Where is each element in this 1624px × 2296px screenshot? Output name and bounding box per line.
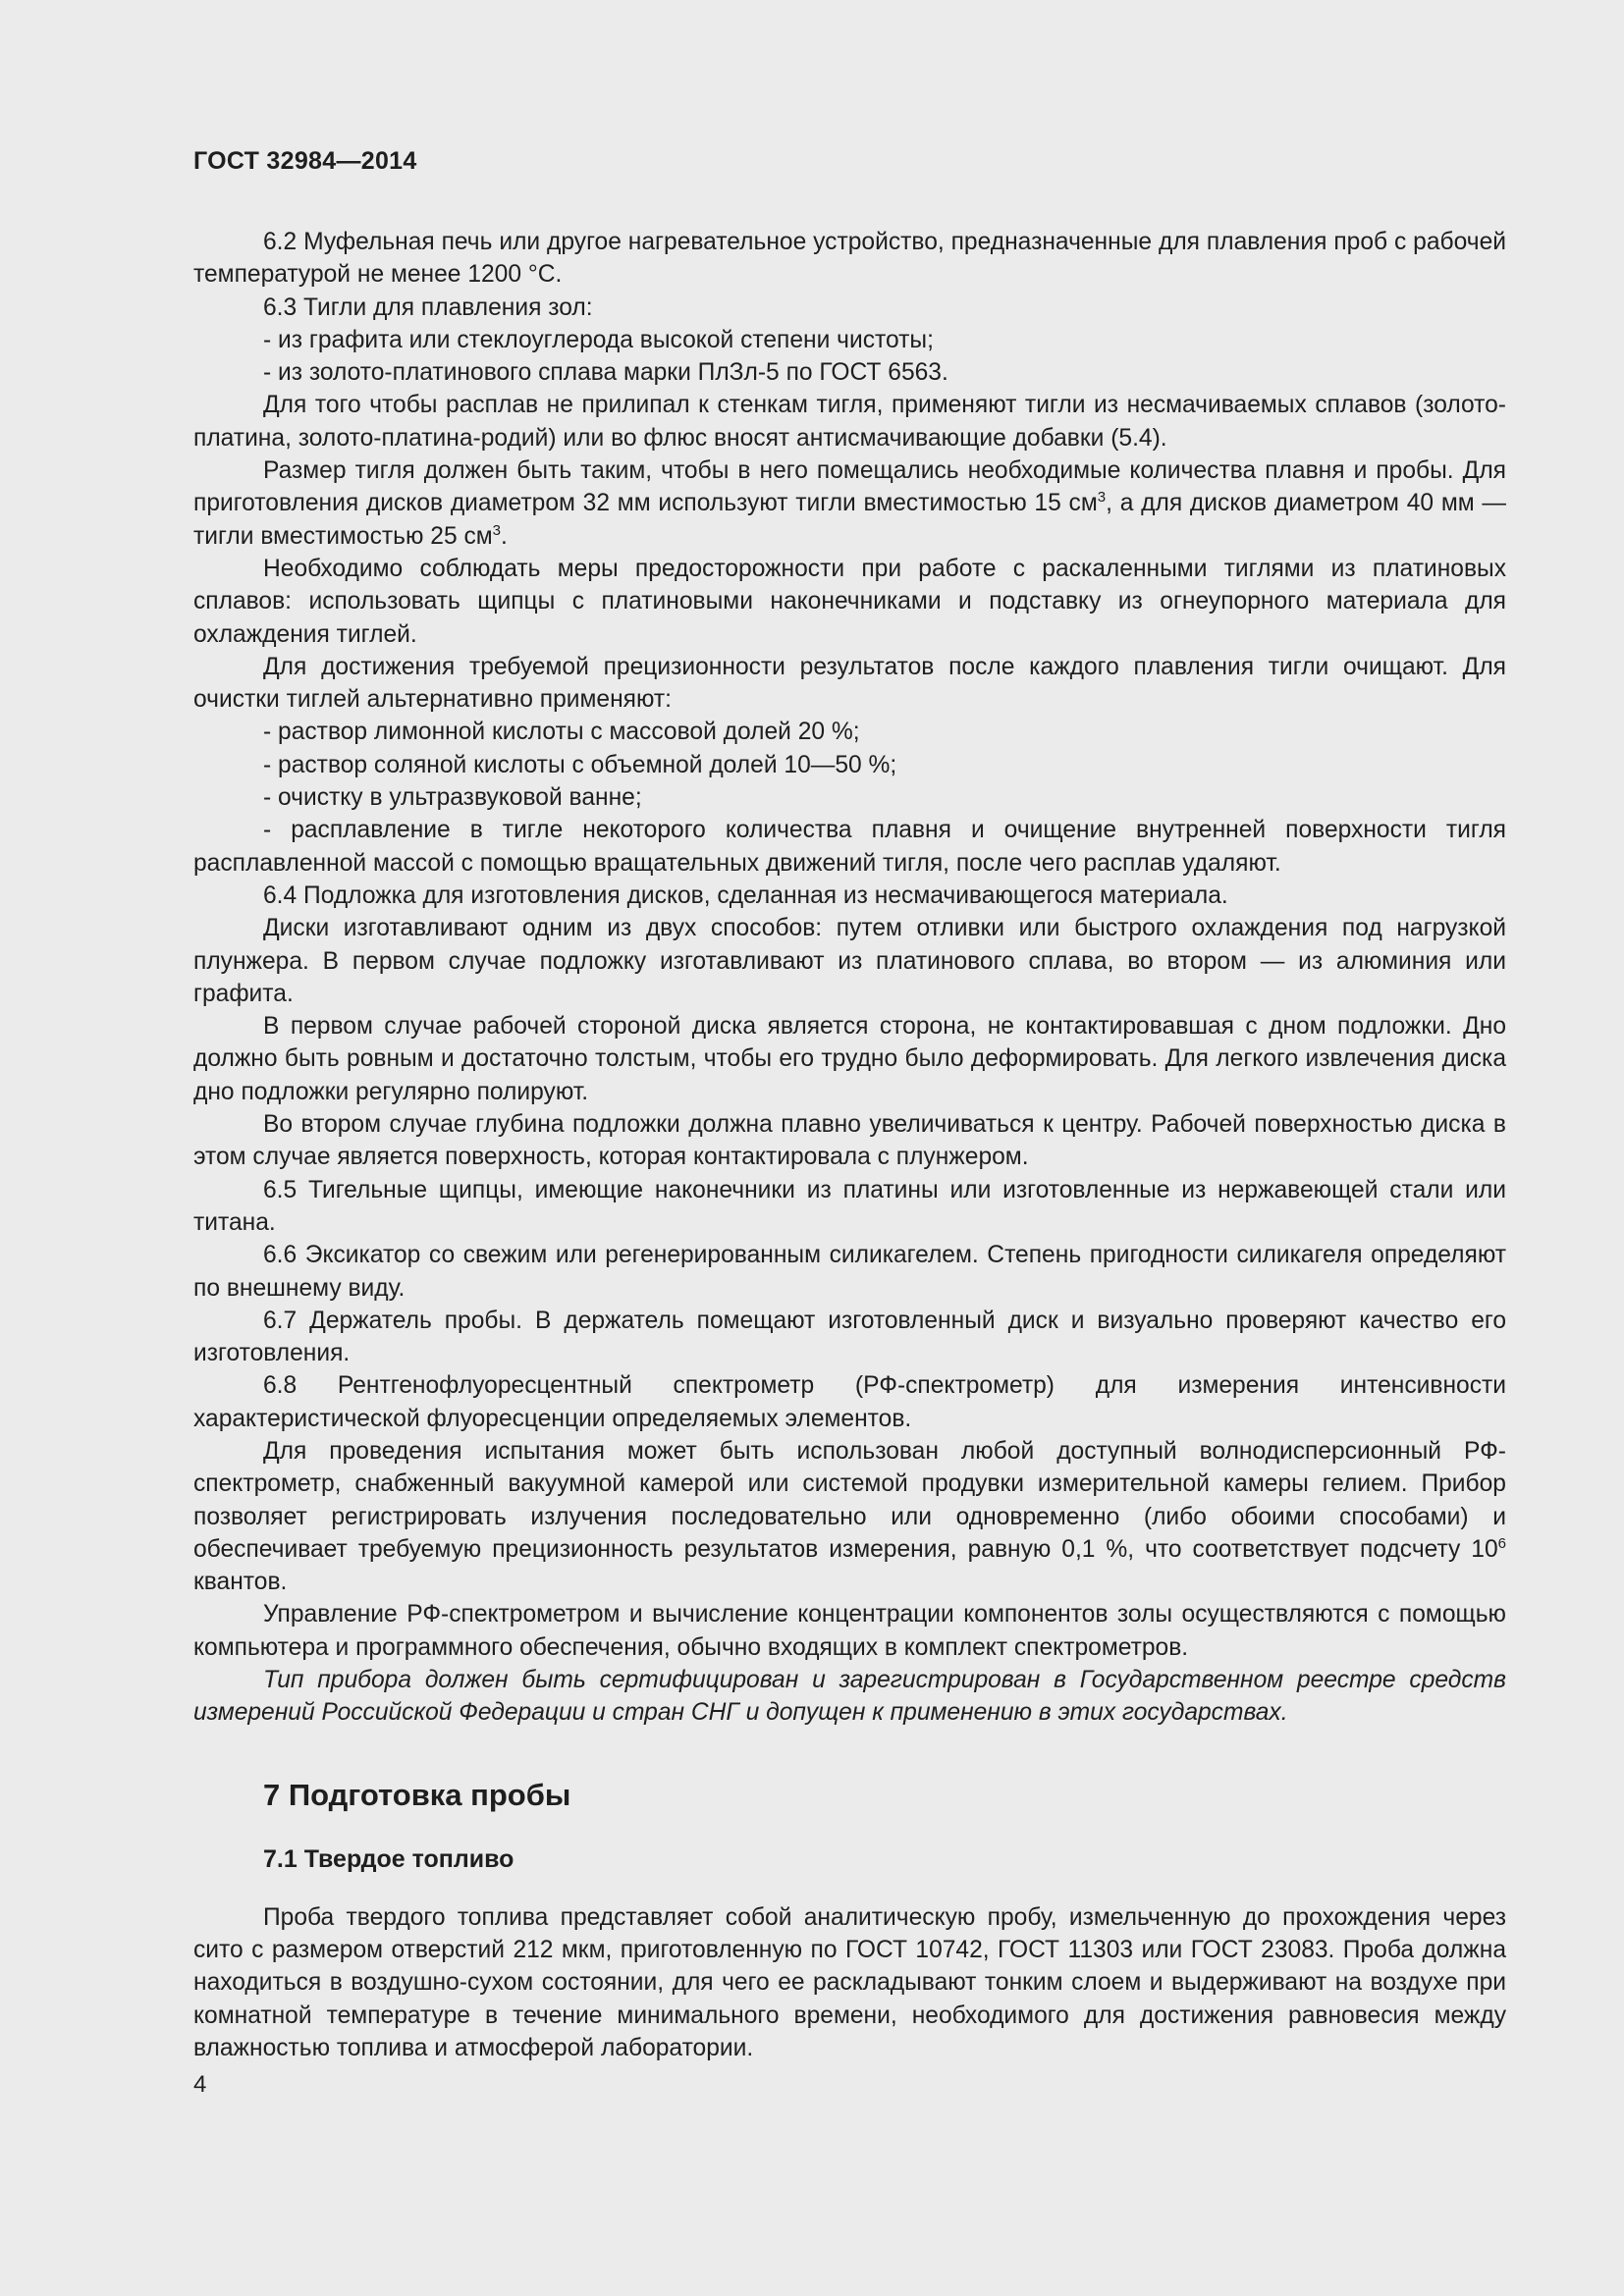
italic-note: Тип прибора должен быть сертифицирован и зарегистрирован в Государственном реестре средств измерений Российской Федерации и стран СНГ и допущен к применению в этих государствах.	[193, 1667, 1506, 1727]
paragraph: Диски изготавливают одним из двух способов: путем отливки или быстрого охлаждения под нагрузкой плунжера. В первом случае подложку изготавливают из платинового сплава, во втором — из алюминия или графита.	[193, 915, 1506, 1007]
text-run: Размер тигля должен быть таким, чтобы в него помещались необходимые количества плавня и пробы. Для приготовления дисков диаметром 32 мм используют тигли вместимостью 15 см	[193, 457, 1506, 517]
paragraph-crucible-size	[193, 454, 1506, 553]
paragraph-6-6: 6.6 Эксикатор со свежим или регенерированным силикагелем. Степень пригодности силикагеля определяют по внешнему виду.	[193, 1242, 1506, 1302]
superscript: 3	[492, 521, 502, 539]
list-item: - расплавление в тигле некоторого количества плавня и очищение внутренней поверхности тигля расплавленной массой с помощью вращательных движений тигля, после чего расплав удаляют.	[193, 817, 1506, 877]
text-run: квантов.	[193, 1569, 288, 1596]
superscript: 3	[1097, 489, 1107, 507]
paragraph: Во втором случае глубина подложки должна плавно увеличиваться к центру. Рабочей поверхностью диска в этом случае является поверхность, которая контактировала с плунжером.	[193, 1111, 1506, 1171]
paragraph-6-7: 6.7 Держатель пробы. В держатель помещают изготовленный диск и визуально проверяют качество его изготовления.	[193, 1307, 1506, 1367]
document-body	[193, 226, 1506, 2064]
paragraph-6-2: 6.2 Муфельная печь или другое нагревательное устройство, предназначенные для плавления проб с рабочей температурой не менее 1200 °С.	[193, 229, 1506, 289]
document-header: ГОСТ 32984—2014	[193, 147, 417, 175]
paragraph-6-8: 6.8 Рентгенофлуоресцентный спектрометр (РФ-спектрометр) для измерения интенсивности характеристической флуоресценции определяемых элементов.	[193, 1372, 1506, 1432]
list-item: - очистку в ультразвуковой ванне;	[263, 784, 642, 812]
superscript: 6	[1497, 1534, 1506, 1552]
text-run: .	[501, 522, 508, 550]
paragraph-spectrometer	[193, 1435, 1506, 1598]
paragraph-7-1: Проба твердого топлива представляет собой аналитическую пробу, измельченную до прохождения через сито с размером отверстий 212 мкм, приготовленную по ГОСТ 10742, ГОСТ 11303 или ГОСТ 23083. Проба должна находиться в воздушно-сухом состоянии, для чего ее раскладывают тонким слоем и выдерживают на воздухе при комнатной температуре в течение минимального времени, необходимого для достижения равновесия между влажностью топлива и атмосферой лаборатории.	[193, 1903, 1506, 2061]
paragraph: В первом случае рабочей стороной диска является сторона, не контактировавшая с дном подложки. Дно должно быть ровным и достаточно толстым, чтобы его трудно было деформировать. Для легкого извлечения диска дно подложки регулярно полируют.	[193, 1013, 1506, 1105]
paragraph: Для достижения требуемой прецизионности результатов после каждого плавления тигли очищают. Для очистки тиглей альтернативно применяют:	[193, 653, 1506, 714]
page-number: 4	[193, 2071, 207, 2098]
text-run: Для проведения испытания может быть использован любой доступный волнодисперсионный РФ-спектрометр, снабженный вакуумной камерой или системой продувки измерительной камеры гелием. Прибор позволяет регистрировать излучения последовательно или одновременно (либо обоими способами) и обеспечивает требуемую прецизионность результатов измерения, равную 0,1 %, что соответствует подсчету 10	[193, 1437, 1506, 1563]
paragraph: Для того чтобы расплав не прилипал к стенкам тигля, применяют тигли из несмачиваемых сплавов (золото-платина, золото-платина-родий) или во флюс вносят антисмачивающие добавки (5.4).	[193, 392, 1506, 452]
text-run: , а для дисков диаметром 40 мм — тигли вместимостью 25 см	[193, 490, 1507, 550]
list-item: - раствор лимонной кислоты с массовой долей 20 %;	[263, 719, 860, 746]
paragraph-6-3: 6.3 Тигли для плавления зол:	[263, 294, 593, 321]
section-heading: 7 Подготовка пробы	[263, 1777, 571, 1812]
paragraph: Управление РФ-спектрометром и вычисление концентрации компонентов золы осуществляются с помощью компьютера и программного обеспечения, обычно входящих в комплект спектрометров.	[193, 1601, 1506, 1661]
paragraph-6-5: 6.5 Тигельные щипцы, имеющие наконечники из платины или изготовленные из нержавеющей стали или титана.	[193, 1176, 1506, 1236]
list-item: - из графита или стеклоуглерода высокой степени чистоты;	[263, 326, 934, 353]
list-item: - раствор соляной кислоты с объемной долей 10—50 %;	[263, 751, 897, 778]
list-item: - из золото-платинового сплава марки ПлЗл-5 по ГОСТ 6563.	[263, 359, 948, 387]
paragraph-6-4: 6.4 Подложка для изготовления дисков, сделанная из несмачивающегося материала.	[263, 881, 1228, 909]
paragraph: Необходимо соблюдать меры предосторожности при работе с раскаленными тиглями из платиновых сплавов: использовать щипцы с платиновыми наконечниками и подставку из огнеупорного материала для охлаждения тиглей.	[193, 555, 1506, 648]
subsection-heading: 7.1 Твердое топливо	[263, 1844, 514, 1873]
